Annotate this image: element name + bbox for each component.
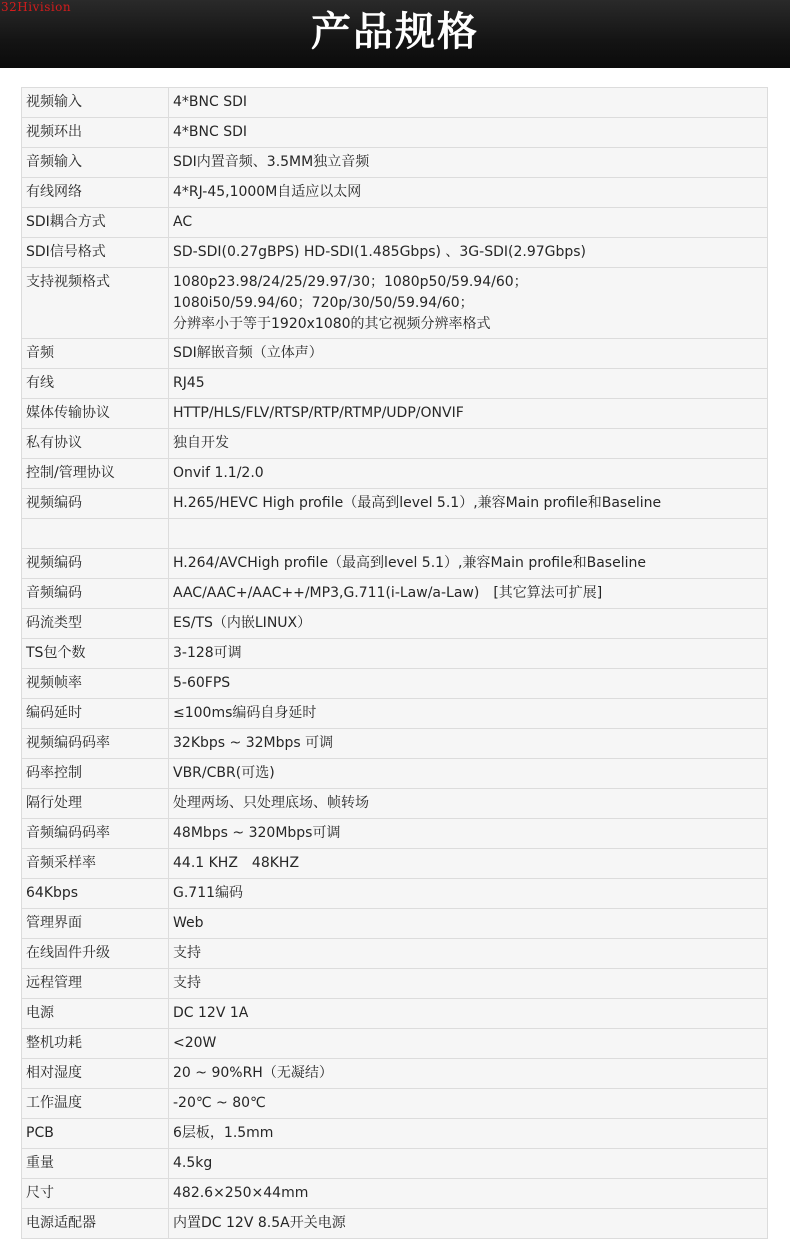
spec-value-line: 分辨率小于等于1920x1080的其它视频分辨率格式	[173, 316, 491, 332]
spec-row	[22, 729, 768, 759]
spec-value: AC	[169, 208, 768, 238]
spec-label: 视频编码	[22, 489, 169, 519]
spec-value: SD-SDI(0.27gBPS) HD-SDI(1.485Gbps) 、3G-SDI(2.97Gbps)	[169, 238, 768, 268]
spec-row	[22, 999, 768, 1029]
spec-row	[22, 369, 768, 399]
spec-value: -20℃ ~ 80℃	[169, 1089, 768, 1119]
spec-value: 支持	[169, 939, 768, 969]
spec-label: 工作温度	[22, 1089, 169, 1119]
spec-row	[22, 148, 768, 178]
spec-label: 视频帧率	[22, 669, 169, 699]
spec-row	[22, 118, 768, 148]
spec-value: 48Mbps ~ 320Mbps可调	[169, 819, 768, 849]
spec-value: <20W	[169, 1029, 768, 1059]
spec-value: G.711编码	[169, 879, 768, 909]
spec-row	[22, 1209, 768, 1239]
spec-value: AAC/AAC+/AAC++/MP3,G.711(i-Law/a-Law) [其它算法可扩展]	[169, 579, 768, 609]
spec-value-line: 1080p23.98/24/25/29.97/30；1080p50/59.94/60；	[173, 274, 528, 290]
spec-row	[22, 699, 768, 729]
spec-label: 编码延时	[22, 699, 169, 729]
spec-value: 5-60FPS	[169, 669, 768, 699]
spec-value: SDI解嵌音频（立体声）	[169, 339, 768, 369]
spec-value: ES/TS（内嵌LINUX）	[169, 609, 768, 639]
spec-value: HTTP/HLS/FLV/RTSP/RTP/RTMP/UDP/ONVIF	[169, 399, 768, 429]
spec-row	[22, 339, 768, 369]
spec-label: 私有协议	[22, 429, 169, 459]
spec-value	[169, 268, 768, 339]
spec-label	[22, 519, 169, 549]
spec-label: 码流类型	[22, 609, 169, 639]
spec-label: 音频	[22, 339, 169, 369]
spec-table-body	[22, 88, 768, 1239]
spec-value: DC 12V 1A	[169, 999, 768, 1029]
spec-value: Onvif 1.1/2.0	[169, 459, 768, 489]
spec-row	[22, 549, 768, 579]
spec-value: H.264/AVCHigh profile（最高到level 5.1）,兼容Main profile和Baseline	[169, 549, 768, 579]
spec-row	[22, 208, 768, 238]
spec-value: 4*BNC SDI	[169, 118, 768, 148]
spec-row	[22, 1059, 768, 1089]
spec-row	[22, 849, 768, 879]
spec-table	[21, 87, 768, 1239]
spec-label: 远程管理	[22, 969, 169, 999]
spec-row	[22, 238, 768, 268]
spec-label: 有线	[22, 369, 169, 399]
spec-row	[22, 969, 768, 999]
spec-value: 3-128可调	[169, 639, 768, 669]
spec-row	[22, 178, 768, 208]
spec-row	[22, 1149, 768, 1179]
spec-value: SDI内置音频、3.5MM独立音频	[169, 148, 768, 178]
spec-row	[22, 909, 768, 939]
spec-row	[22, 669, 768, 699]
spec-label: 视频编码码率	[22, 729, 169, 759]
spec-label: TS包个数	[22, 639, 169, 669]
spec-row	[22, 489, 768, 519]
spec-value: 处理两场、只处理底场、帧转场	[169, 789, 768, 819]
spec-label: PCB	[22, 1119, 169, 1149]
spec-label: 码率控制	[22, 759, 169, 789]
spec-row	[22, 1119, 768, 1149]
spec-label: 媒体传输协议	[22, 399, 169, 429]
spec-value: 32Kbps ~ 32Mbps 可调	[169, 729, 768, 759]
spec-label: 音频编码码率	[22, 819, 169, 849]
spec-label: 相对湿度	[22, 1059, 169, 1089]
spec-label: 支持视频格式	[22, 268, 169, 339]
spec-label: 尺寸	[22, 1179, 169, 1209]
spec-label: 隔行处理	[22, 789, 169, 819]
spec-label: 视频输入	[22, 88, 169, 118]
spec-row	[22, 759, 768, 789]
spec-label: 64Kbps	[22, 879, 169, 909]
spec-value: Web	[169, 909, 768, 939]
spec-row	[22, 879, 768, 909]
spec-value: ≤100ms编码自身延时	[169, 699, 768, 729]
spec-value: 独自开发	[169, 429, 768, 459]
spec-value: 4*RJ-45,1000M自适应以太网	[169, 178, 768, 208]
spec-value	[169, 519, 768, 549]
spec-label: 电源	[22, 999, 169, 1029]
spec-label: 音频采样率	[22, 849, 169, 879]
spec-row	[22, 399, 768, 429]
spec-label: 控制/管理协议	[22, 459, 169, 489]
spec-row	[22, 819, 768, 849]
spec-value: VBR/CBR(可选)	[169, 759, 768, 789]
spec-label: 重量	[22, 1149, 169, 1179]
spec-value-line: 1080i50/59.94/60；720p/30/50/59.94/60；	[173, 295, 474, 311]
spec-row	[22, 639, 768, 669]
spec-value: 482.6×250×44mm	[169, 1179, 768, 1209]
spec-row	[22, 789, 768, 819]
spec-value: H.265/HEVC High profile（最高到level 5.1）,兼容Main profile和Baseline	[169, 489, 768, 519]
spec-row	[22, 609, 768, 639]
spec-label: 管理界面	[22, 909, 169, 939]
spec-row	[22, 88, 768, 118]
spec-value: 6层板，1.5mm	[169, 1119, 768, 1149]
spec-label: 在线固件升级	[22, 939, 169, 969]
spec-value: 4.5kg	[169, 1149, 768, 1179]
spec-value: 内置DC 12V 8.5A开关电源	[169, 1209, 768, 1239]
spec-row	[22, 1029, 768, 1059]
spec-row	[22, 579, 768, 609]
spec-value: 44.1 KHZ 48KHZ	[169, 849, 768, 879]
spec-label: 电源适配器	[22, 1209, 169, 1239]
page-title: 产品规格	[311, 9, 479, 55]
spec-label: 有线网络	[22, 178, 169, 208]
spec-row	[22, 459, 768, 489]
spec-label: 整机功耗	[22, 1029, 169, 1059]
page-header	[0, 0, 790, 68]
spec-row	[22, 519, 768, 549]
spec-label: 音频输入	[22, 148, 169, 178]
spec-label: 音频编码	[22, 579, 169, 609]
spec-label: SDI耦合方式	[22, 208, 169, 238]
spec-label: SDI信号格式	[22, 238, 169, 268]
spec-value: 4*BNC SDI	[169, 88, 768, 118]
spec-label: 视频环出	[22, 118, 169, 148]
spec-row	[22, 1179, 768, 1209]
spec-row	[22, 429, 768, 459]
spec-row	[22, 1089, 768, 1119]
spec-value: RJ45	[169, 369, 768, 399]
watermark: 32Hivision	[1, 0, 72, 14]
spec-row	[22, 268, 768, 339]
spec-label: 视频编码	[22, 549, 169, 579]
spec-value: 20 ~ 90%RH（无凝结）	[169, 1059, 768, 1089]
spec-row	[22, 939, 768, 969]
spec-value: 支持	[169, 969, 768, 999]
